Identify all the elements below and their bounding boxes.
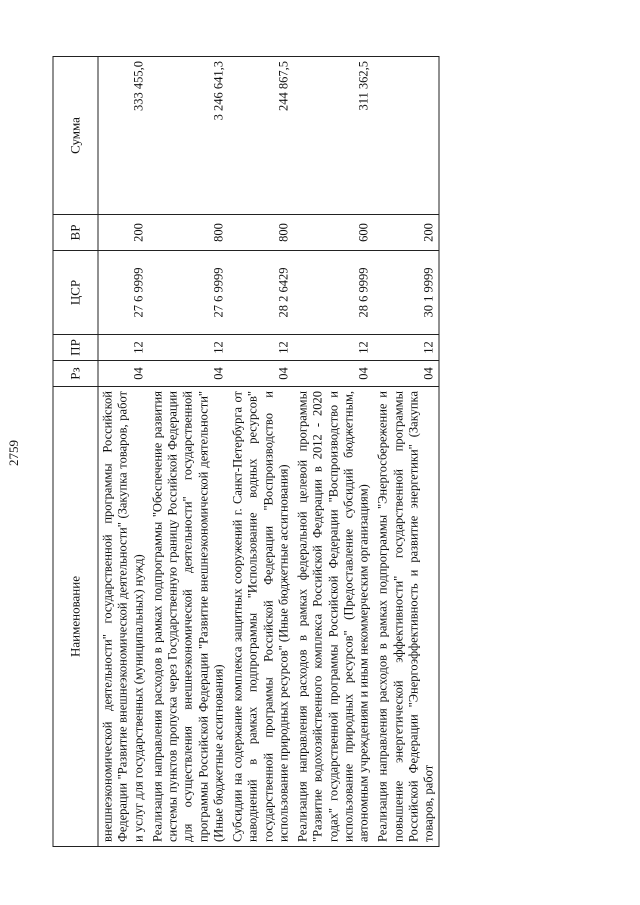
page-number: 2759	[6, 439, 21, 466]
table-row	[374, 57, 440, 847]
cell-sum: 3 246 641,3	[148, 57, 228, 215]
table-row	[98, 57, 148, 847]
cell-csr: 28 6 9999	[294, 251, 374, 335]
cell-sum: 244 867,5	[229, 57, 294, 215]
cell-csr: 27 6 9999	[98, 251, 148, 335]
cell-vr: 200	[374, 215, 440, 251]
cell-vr: 600	[294, 215, 374, 251]
cell-pr: 12	[148, 335, 228, 361]
cell-vr: 200	[98, 215, 148, 251]
cell-csr: 28 2 6429	[229, 251, 294, 335]
rotated-document	[53, 57, 588, 847]
cell-sum: 333 455,0	[98, 57, 148, 215]
cell-pr: 12	[98, 335, 148, 361]
table-row	[148, 57, 228, 847]
cell-rz: 04	[294, 361, 374, 387]
cell-name: Реализация направления расходов в рамках подпрограммы "Энергосбережение и повышение энергетической эффективности" государственной программы Российской Федерации "Энергоэффективность и развитие энергетики" (Закупка товаров, работ	[374, 387, 440, 847]
header-rz: Рз	[53, 361, 98, 387]
cell-rz: 04	[148, 361, 228, 387]
cell-name: Реализация направления расходов в рамках федеральной целевой программы "Развитие водохозяйственного комплекса Российской Федерации в 2012 - 2020 годах" государственной программы Российской Федерации "Воспроизводство и использование природных ресурсов" (Предоставление субсидий бюджетным, автономным учреждениям и иным некоммерческим организациям)	[294, 387, 374, 847]
cell-vr: 800	[148, 215, 228, 251]
table-row	[229, 57, 294, 847]
cell-rz: 04	[374, 361, 440, 387]
header-vr: ВР	[53, 215, 98, 251]
cell-csr: 30 1 9999	[374, 251, 440, 335]
budget-table	[53, 56, 440, 847]
cell-sum	[374, 57, 440, 215]
cell-rz: 04	[98, 361, 148, 387]
page-number-strip	[0, 0, 28, 905]
table-header-row	[53, 57, 98, 847]
cell-name: Реализация направления расходов в рамках подпрограммы "Обеспечение развития системы пунктов пропуска через Государственную границу Российской Федерации для осуществления внешнеэкономической деятельности" государственной программы Российской Федерации "Развитие внешнеэкономической деятельности" (Иные бюджетные ассигнования)	[148, 387, 228, 847]
cell-pr: 12	[294, 335, 374, 361]
cell-sum: 311 362,5	[294, 57, 374, 215]
cell-pr: 12	[229, 335, 294, 361]
cell-name: внешнеэкономической деятельности" государственной программы Российской Федерации "Развитие внешнеэкономической деятельности" (Закупка товаров, работ и услуг для государственных (муниципальных) нужд)	[98, 387, 148, 847]
header-name: Наименование	[53, 387, 98, 847]
header-csr: ЦСР	[53, 251, 98, 335]
cell-name: Субсидии на содержание комплекса защитных сооружений г. Санкт-Петербурга от наводнений в рамках подпрограммы "Использование водных ресурсов" государственной программы Российской Федерации "Воспроизводство и использование природных ресурсов" (Иные бюджетные ассигнования)	[229, 387, 294, 847]
cell-csr: 27 6 9999	[148, 251, 228, 335]
cell-rz: 04	[229, 361, 294, 387]
header-sum: Сумма	[53, 57, 98, 215]
cell-vr: 800	[229, 215, 294, 251]
cell-pr: 12	[374, 335, 440, 361]
table-row	[294, 57, 374, 847]
header-pr: ПР	[53, 335, 98, 361]
